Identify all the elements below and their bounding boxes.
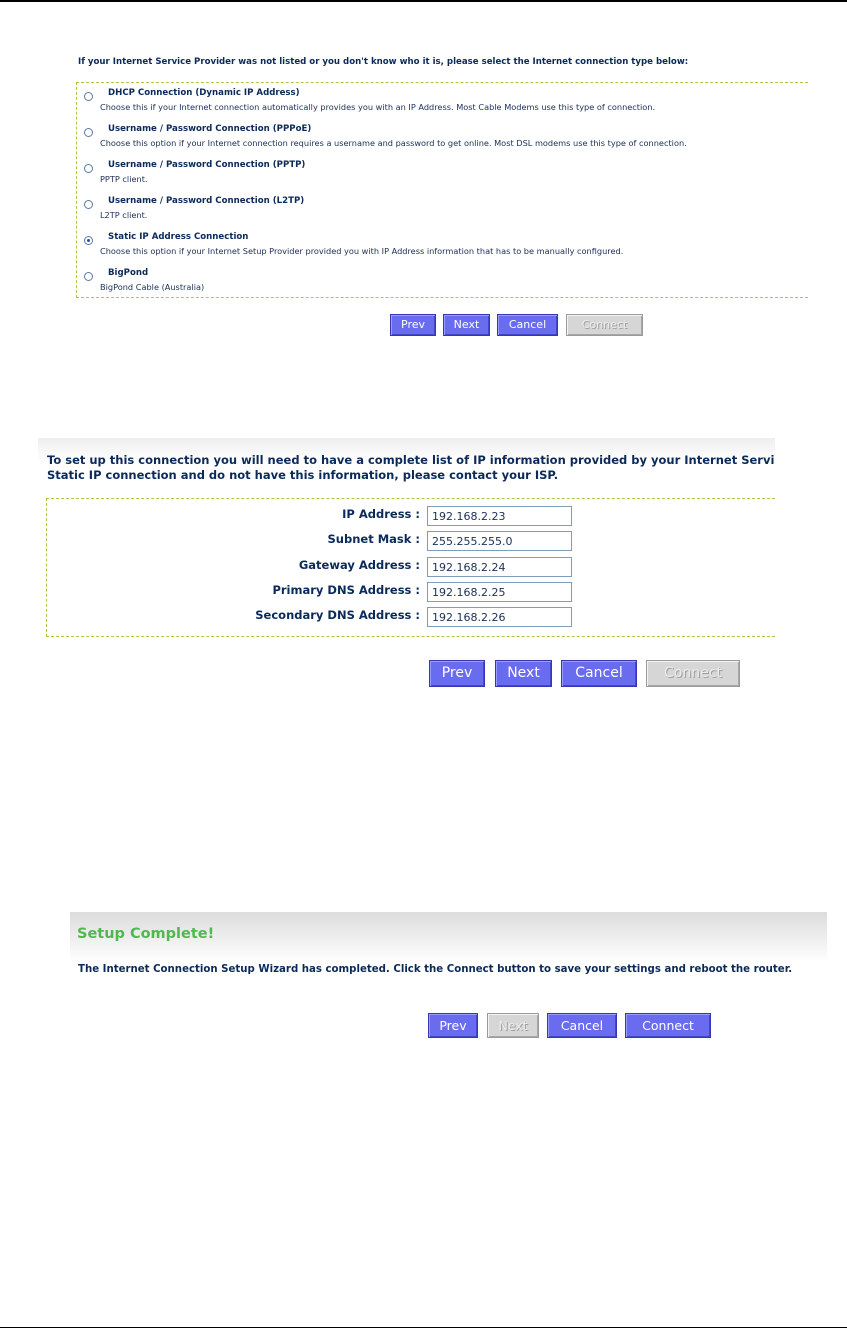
- cancel-button[interactable]: Cancel: [497, 314, 558, 336]
- option-title: Username / Password Connection (L2TP): [108, 196, 305, 206]
- static-ip-intro-line1: To set up this connection you will need to have a complete list of IP information provided by your Internet Servi: [47, 453, 775, 467]
- option-title: Username / Password Connection (PPPoE): [108, 124, 312, 134]
- next-button[interactable]: Next: [495, 660, 552, 687]
- gateway-address-input[interactable]: [427, 557, 572, 577]
- prev-button[interactable]: Prev: [390, 314, 436, 336]
- connection-type-box: [76, 82, 808, 298]
- subnet-mask-label: Subnet Mask :: [327, 532, 420, 546]
- option-desc: BigPond Cable (Australia): [100, 282, 205, 292]
- subnet-mask-input[interactable]: [427, 531, 572, 551]
- next-button[interactable]: Next: [443, 314, 490, 336]
- option-desc: Choose this option if your Internet Setup Provider provided you with IP Address information that has to be manually configured.: [100, 246, 624, 256]
- prev-button[interactable]: Prev: [429, 660, 485, 687]
- static-ip-intro: [47, 453, 775, 483]
- cancel-button[interactable]: Cancel: [547, 1013, 617, 1038]
- primary-dns-label: Primary DNS Address :: [272, 583, 420, 597]
- ip-address-input[interactable]: [427, 506, 572, 526]
- next-button: Next: [487, 1013, 539, 1038]
- radio-pptp[interactable]: [84, 164, 93, 173]
- option-title: DHCP Connection (Dynamic IP Address): [108, 88, 300, 98]
- option-title: Username / Password Connection (PPTP): [108, 160, 306, 170]
- radio-dhcp[interactable]: [84, 92, 93, 101]
- connection-type-intro: If your Internet Service Provider was not listed or you don't know who it is, please select the Internet connection type below:: [78, 57, 689, 67]
- setup-complete-message: The Internet Connection Setup Wizard has completed. Click the Connect button to save your settings and reboot the router.: [78, 964, 793, 975]
- option-desc: PPTP client.: [100, 174, 148, 184]
- ip-address-label: IP Address :: [342, 507, 420, 521]
- primary-dns-input[interactable]: [427, 582, 572, 602]
- radio-pppoe[interactable]: [84, 128, 93, 137]
- connect-button: Connect: [566, 314, 643, 336]
- option-desc: Choose this if your Internet connection automatically provides you with an IP Address. Most Cable Modems use this type of connection.: [100, 102, 656, 112]
- static-ip-intro-line2: Static IP connection and do not have this information, please contact your ISP.: [47, 468, 559, 482]
- option-desc: Choose this option if your Internet connection requires a username and password to get online. Most DSL modems use this type of connection.: [100, 138, 687, 148]
- prev-button[interactable]: Prev: [428, 1013, 478, 1038]
- radio-bigpond[interactable]: [84, 272, 93, 281]
- connect-button: Connect: [646, 660, 740, 687]
- top-rule: [0, 0, 847, 2]
- gateway-address-label: Gateway Address :: [298, 558, 420, 572]
- secondary-dns-label: Secondary DNS Address :: [255, 608, 420, 622]
- radio-static-ip[interactable]: [84, 236, 93, 245]
- radio-l2tp[interactable]: [84, 200, 93, 209]
- setup-complete-title: Setup Complete!: [77, 926, 215, 942]
- option-title: BigPond: [108, 268, 149, 278]
- bottom-rule: [0, 1327, 847, 1328]
- connect-button[interactable]: Connect: [625, 1013, 711, 1038]
- secondary-dns-input[interactable]: [427, 607, 572, 627]
- option-title: Static IP Address Connection: [108, 232, 249, 242]
- option-desc: L2TP client.: [100, 210, 148, 220]
- cancel-button[interactable]: Cancel: [561, 660, 637, 687]
